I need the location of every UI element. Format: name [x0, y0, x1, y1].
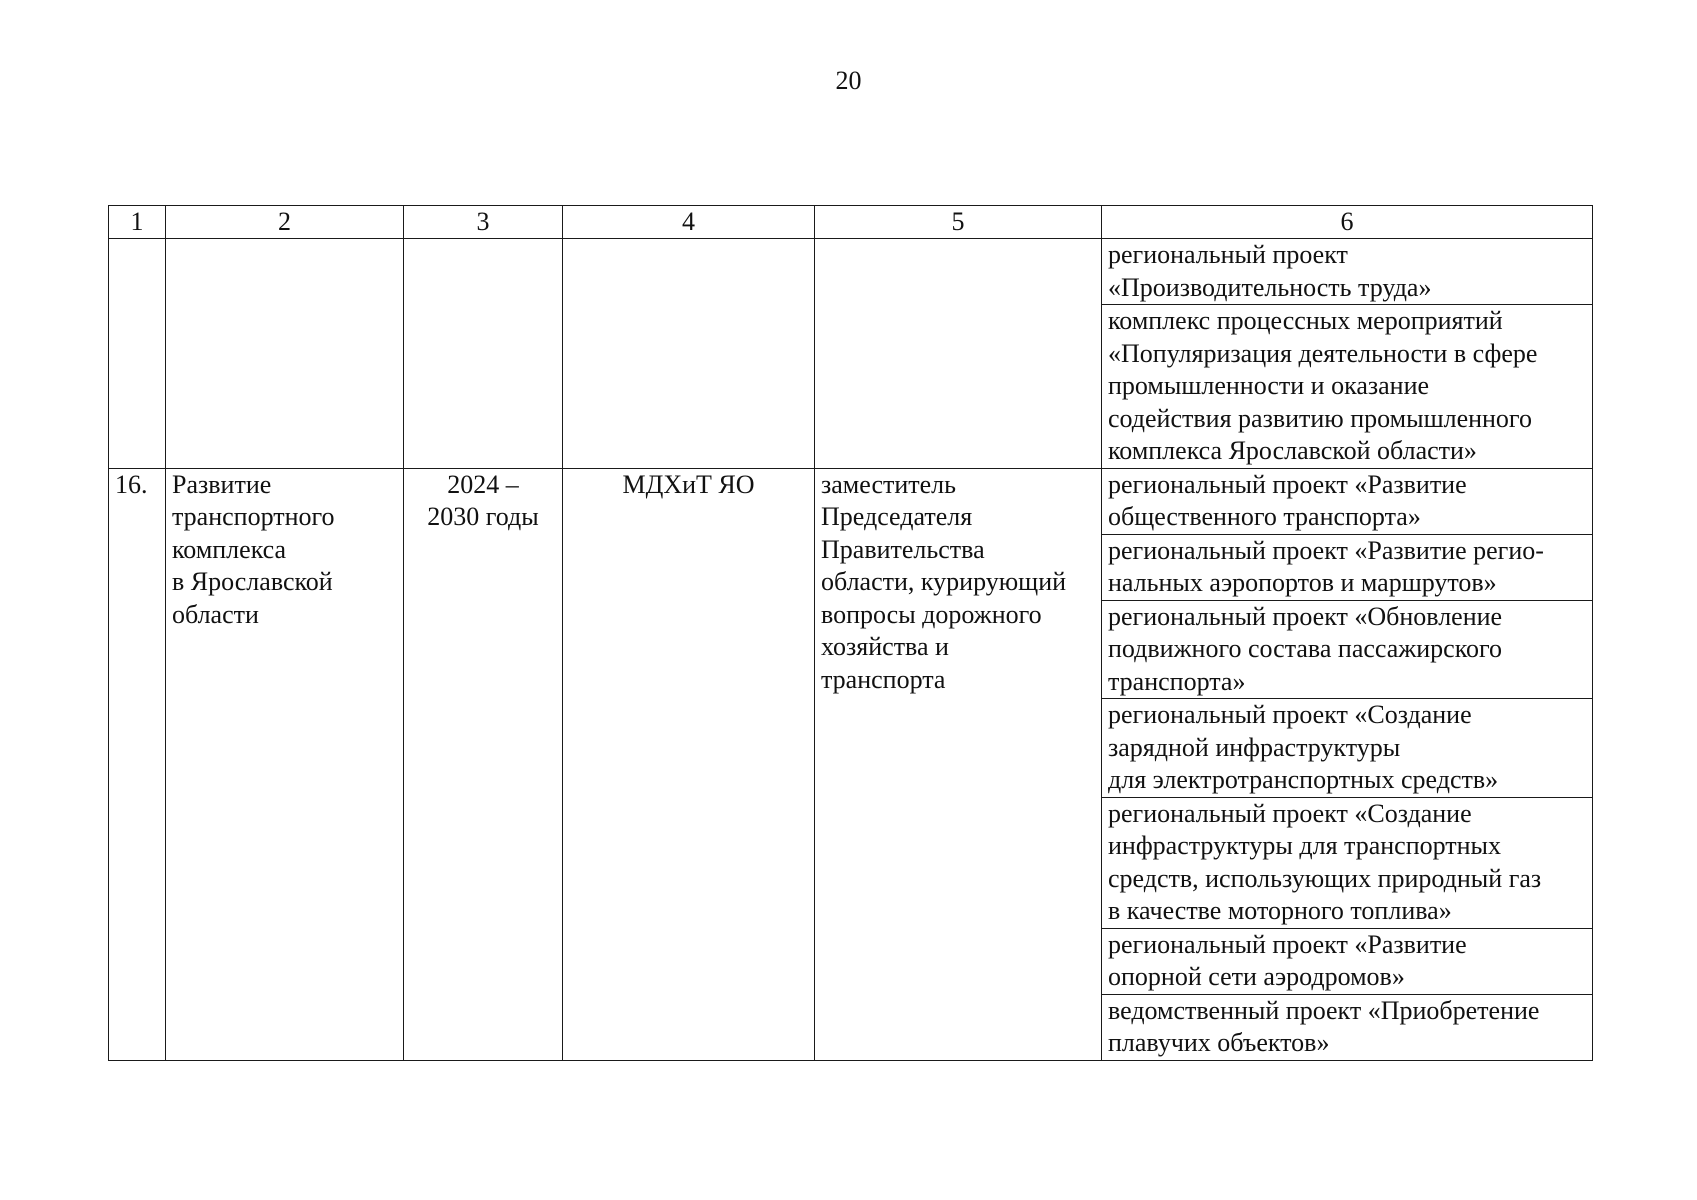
column-header-3: 3 — [404, 206, 563, 239]
continuation-cell-period — [404, 239, 563, 469]
program-table — [108, 205, 1593, 1061]
project-cell: региональный проект «Развитие общественного транспорта» — [1102, 468, 1593, 534]
column-header-1: 1 — [109, 206, 166, 239]
project-cell: ведомственный проект «Приобретение плавучих объектов» — [1102, 994, 1593, 1060]
page-number: 20 — [835, 66, 862, 95]
column-header-6: 6 — [1102, 206, 1593, 239]
continuation-cell-curator — [815, 239, 1102, 469]
program-name-cell: Развитие транспортного комплекса в Ярославской области — [166, 468, 404, 1060]
project-cell: региональный проект «Создание зарядной инфраструктуры для электротранспортных средств» — [1102, 699, 1593, 798]
column-header-2: 2 — [166, 206, 404, 239]
project-cell: региональный проект «Развитие опорной сети аэродромов» — [1102, 928, 1593, 994]
project-cell: региональный проект «Обновление подвижного состава пассажирского транспорта» — [1102, 600, 1593, 699]
table-row — [109, 468, 1593, 534]
curator-cell: заместитель Председателя Правительства области, курирующий вопросы дорожного хозяйства и транспорта — [815, 468, 1102, 1060]
project-cell: комплекс процессных мероприятий «Популяризация деятельности в сфере промышленности и оказание содействия развитию промышленного комплекса Ярославской области» — [1102, 305, 1593, 469]
row-number-16: 16. — [109, 468, 166, 1060]
continuation-cell-number — [109, 239, 166, 469]
responsible-executor-cell: МДХиТ ЯО — [563, 468, 815, 1060]
column-header-4: 4 — [563, 206, 815, 239]
table-row — [109, 239, 1593, 305]
project-cell: региональный проект «Развитие регио- нальных аэропортов и маршрутов» — [1102, 534, 1593, 600]
project-cell: региональный проект «Создание инфраструктуры для транспортных средств, использующих природный газ в качестве моторного топлива» — [1102, 797, 1593, 928]
continuation-cell-name — [166, 239, 404, 469]
continuation-cell-responsible — [563, 239, 815, 469]
project-cell: региональный проект «Производительность труда» — [1102, 239, 1593, 305]
period-cell: 2024 – 2030 годы — [404, 468, 563, 1060]
table-header-row — [109, 206, 1593, 239]
column-header-5: 5 — [815, 206, 1102, 239]
